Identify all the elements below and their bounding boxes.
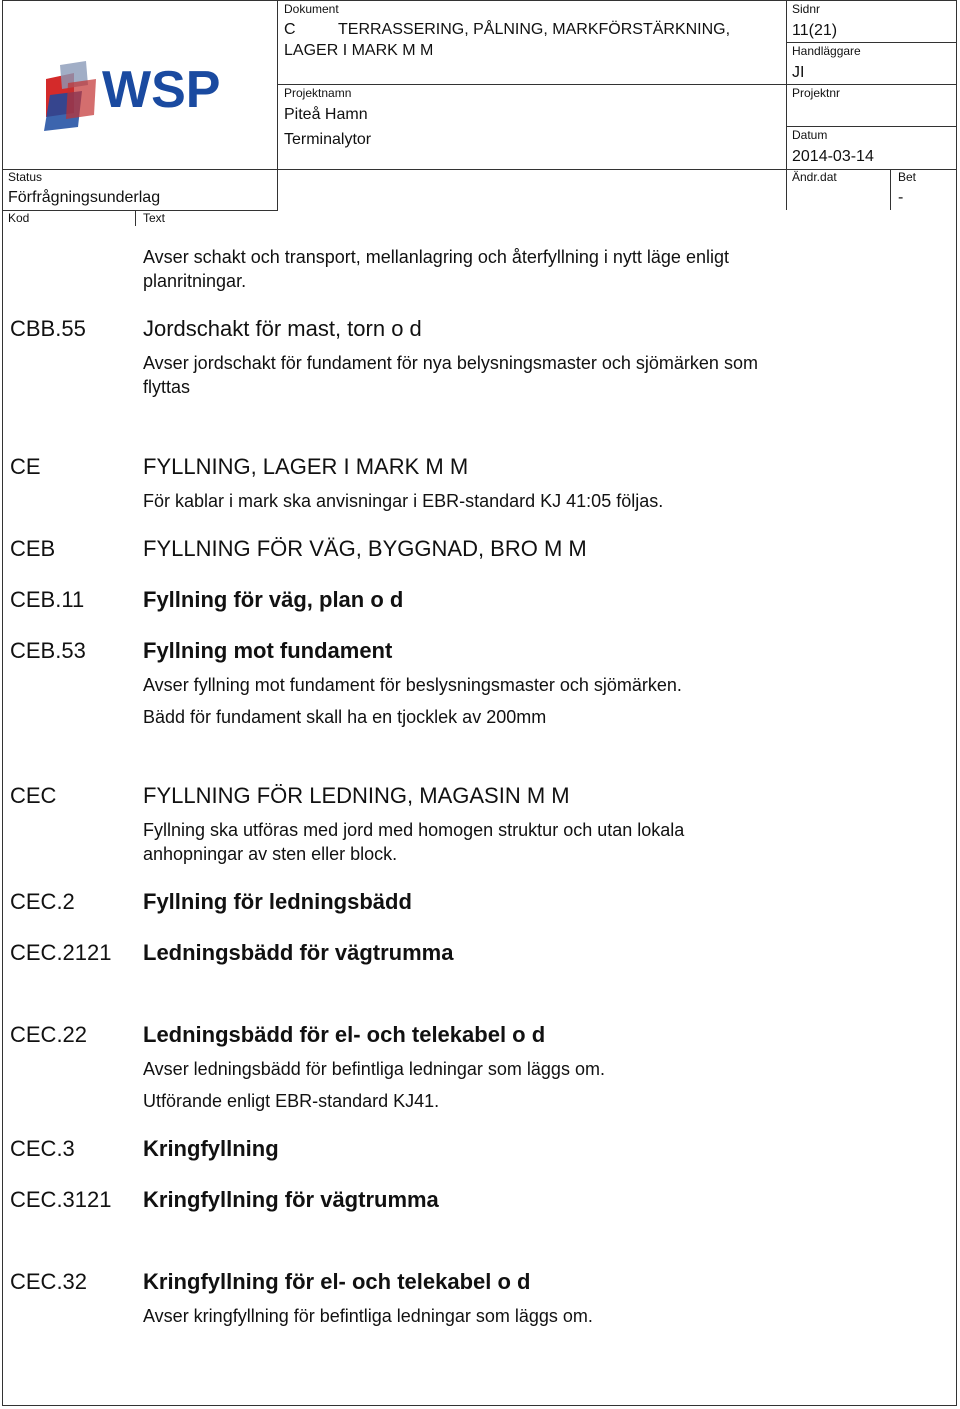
text-ceb53-line2: Bädd för fundament skall ha en tjocklek av 200mm [143,707,547,727]
header-divider-dokument [277,84,786,85]
text-cec22-line2: Utförande enligt EBR-standard KJ41. [143,1091,440,1111]
title-cec2: Fyllning för ledningsbädd [143,889,412,914]
title-ce: FYLLNING, LAGER I MARK M M [143,454,469,479]
title-cec32: Kringfyllning för el- och telekabel o d [143,1269,531,1294]
handlaggare-label: Handläggare [792,44,861,58]
title-ceb53: Fyllning mot fundament [143,638,393,663]
handlaggare-value: JI [792,64,805,81]
dokument-label: Dokument [284,2,339,16]
code-ceb11: CEB.11 [10,587,85,612]
datum-label: Datum [792,128,828,142]
text-cec-line2: anhopningar av sten eller block. [143,844,398,864]
header-vline-right [786,0,787,210]
intro-line1: Avser schakt och transport, mellanlagring och återfyllning i nytt läge enligt [143,247,729,267]
code-cbb55: CBB.55 [10,316,86,341]
code-cec22: CEC.22 [10,1022,88,1047]
title-cec3: Kringfyllning [143,1136,279,1161]
text-ce: För kablar i mark ska anvisningar i EBR-standard KJ 41:05 följas. [143,491,664,511]
code-cec2: CEC.2 [10,889,75,914]
projektnamn-line2: Terminalytor [284,131,372,148]
text-ceb53-line1: Avser fyllning mot fundament för beslysningsmaster och sjömärken. [143,675,682,695]
bet-value: - [898,189,904,206]
andr-dat-label: Ändr.dat [792,170,837,184]
datum-value: 2014-03-14 [792,148,874,165]
header-divider-projektnr [786,126,957,127]
code-cec3121: CEC.3121 [10,1187,112,1212]
intro-line2: planritningar. [143,271,247,291]
title-ceb11: Fyllning för väg, plan o d [143,587,404,612]
projektnr-label: Projektnr [792,86,841,100]
title-ceb: FYLLNING FÖR VÄG, BYGGNAD, BRO M M [143,536,587,561]
dokument-title-line1: TERRASSERING, PÅLNING, MARKFÖRSTÄRKNING, [338,21,731,38]
bet-label: Bet [898,170,917,184]
title-cbb55: Jordschakt för mast, torn o d [143,316,422,341]
kod-label: Kod [8,211,30,225]
status-value: Förfrågningsunderlag [8,189,161,206]
text-cbb55-line1: Avser jordschakt för fundament för nya belysningsmaster och sjömärken som [143,353,758,373]
code-ce: CE [10,454,41,479]
header-divider-sidnr [786,42,957,43]
header-divider-handlaggare [786,84,957,85]
text-label: Text [143,211,166,225]
code-cec2121: CEC.2121 [10,940,112,965]
title-cec2121: Ledningsbädd för vägtrumma [143,940,454,965]
header-vline-logo [277,0,278,210]
header-vline-kod [135,210,136,226]
title-cec22: Ledningsbädd för el- och telekabel o d [143,1022,546,1047]
status-label: Status [8,170,43,184]
text-cbb55-line2: flyttas [143,377,191,397]
text-cec22-line1: Avser ledningsbädd för befintliga ledningar som läggs om. [143,1059,605,1079]
dokument-title-line2: LAGER I MARK M M [284,42,434,59]
text-cec-line1: Fyllning ska utföras med jord med homogen struktur och utan lokala [143,820,685,840]
projektnamn-label: Projektnamn [284,86,352,100]
sidnr-value: 11(21) [792,22,838,39]
text-cec32: Avser kringfyllning för befintliga ledningar som läggs om. [143,1306,593,1326]
header-divider-kod [2,210,278,211]
projektnamn-line1: Piteå Hamn [284,106,368,123]
wsp-logo [38,55,248,133]
title-cec: FYLLNING FÖR LEDNING, MAGASIN M M [143,783,570,808]
code-cec: CEC [10,783,57,808]
header-vline-bet [890,169,891,210]
code-ceb53: CEB.53 [10,638,86,663]
dokument-code: C [284,21,296,38]
code-ceb: CEB [10,536,56,561]
code-cec3: CEC.3 [10,1136,75,1161]
logo-text: WSP [102,61,221,119]
title-cec3121: Kringfyllning för vägtrumma [143,1187,439,1212]
sidnr-label: Sidnr [792,2,821,16]
code-cec32: CEC.32 [10,1269,88,1294]
